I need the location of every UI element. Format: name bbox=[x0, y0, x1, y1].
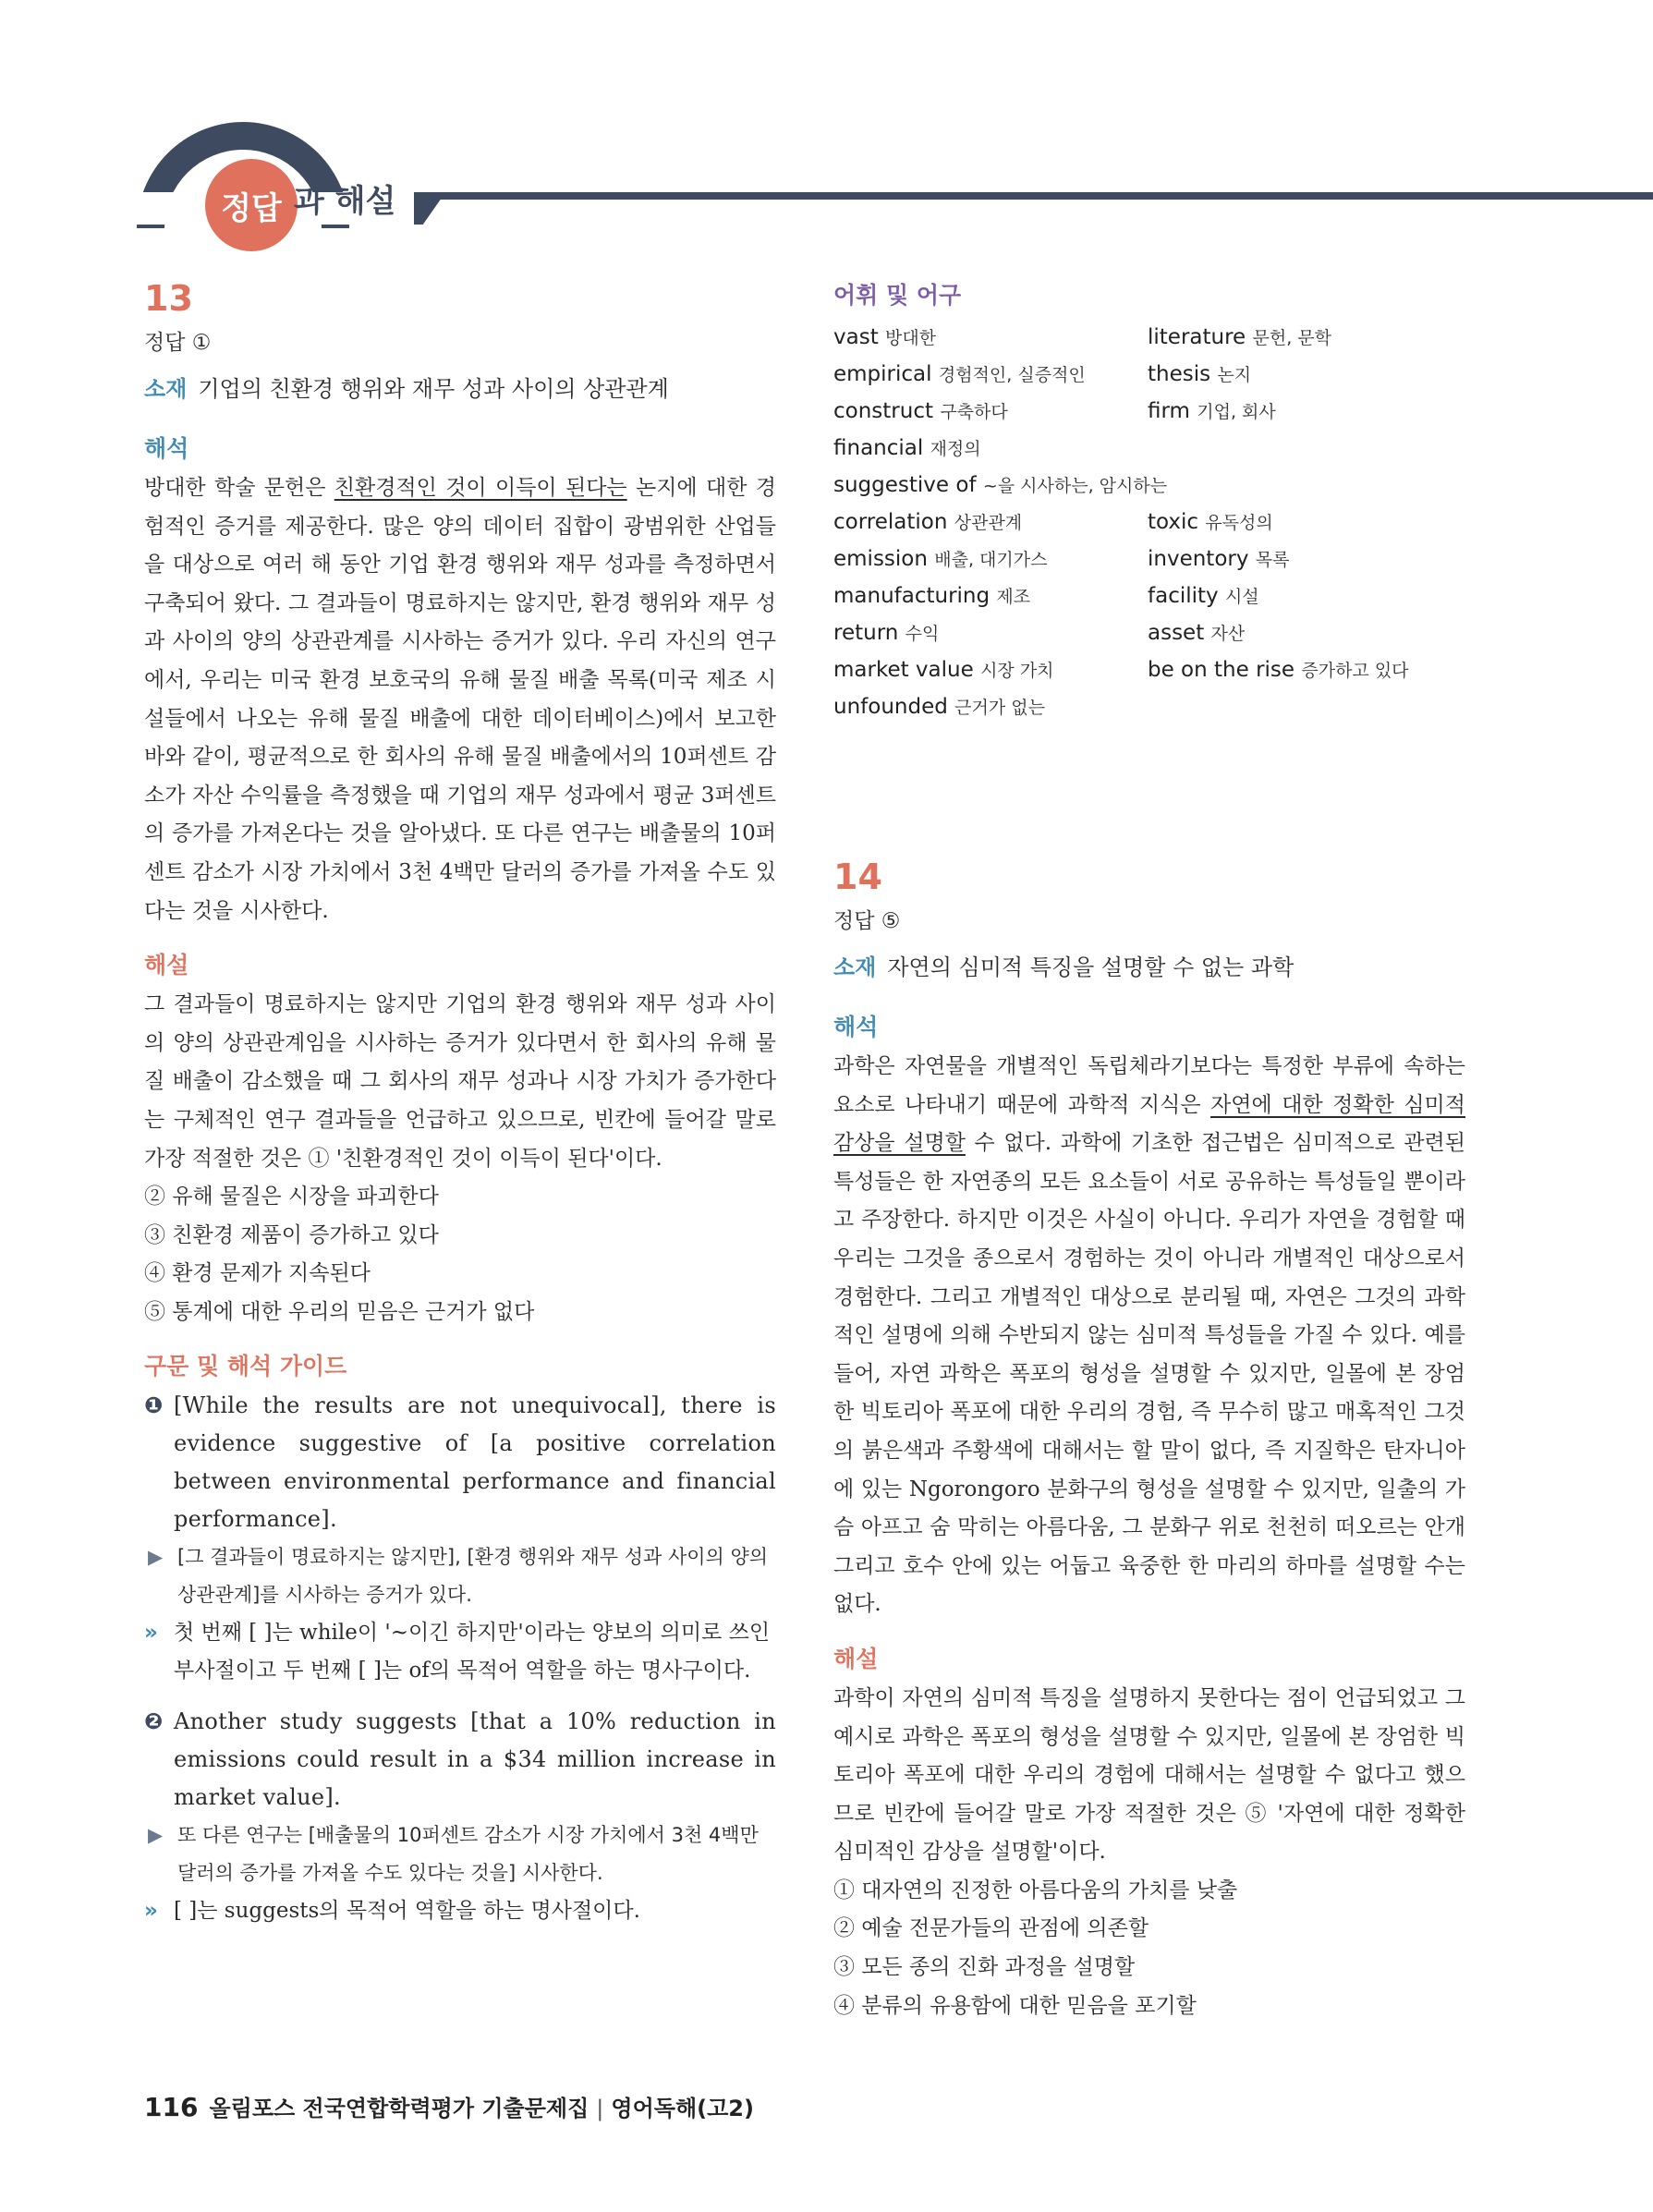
vocab-meaning: 근거가 없는 bbox=[954, 698, 1045, 718]
vocab-heading: 어휘 및 어구 bbox=[833, 282, 962, 309]
vocab-meaning: 증가하고 있다 bbox=[1301, 661, 1409, 681]
vocab-word: thesis bbox=[1148, 362, 1211, 386]
option: ② 예술 전문가들의 관점에 의존할 bbox=[833, 1916, 1149, 1941]
vocab-item bbox=[833, 689, 1462, 726]
translation-heading: 해석 bbox=[833, 1014, 879, 1040]
vocab-item bbox=[833, 357, 1148, 394]
vocab-meaning: 상관관계 bbox=[954, 513, 1023, 533]
vocab-meaning: 목록 bbox=[1255, 550, 1290, 570]
vocab-word: vast bbox=[833, 325, 879, 349]
translation-paragraph bbox=[144, 469, 776, 930]
vocab-item bbox=[833, 394, 1148, 431]
guide-heading: 구문 및 해석 가이드 bbox=[144, 1353, 347, 1380]
vocab-item bbox=[833, 431, 1462, 468]
vocab-item bbox=[833, 578, 1148, 615]
explanation-paragraph: 그 결과들이 명료하지는 않지만 기업의 환경 행위와 재무 성과 사이의 양의 상관관계임을 시사하는 증거가 있다면서 한 회사의 유해 물질 배출이 감소했을 때 그 회사의 재무 성과나 시장 가치가 증가한다는 구체적인 연구 결과들을 언급하고 있으므로, 빈칸에 들어갈 말로 가장 적절한 것은 ① '친환경적인 것이 이득이 된다'이다. bbox=[144, 992, 776, 1171]
vocab-item bbox=[1148, 320, 1462, 357]
header-rule bbox=[414, 192, 1653, 200]
vocab-word: asset bbox=[1148, 621, 1205, 645]
arrow-icon: ▶ bbox=[148, 1824, 164, 1847]
guide-note: 첫 번째 [ ]는 while이 '~이긴 하지만'이라는 양보의 의미로 쓰인 부사절이고 두 번째 [ ]는 of의 목적어 역할을 하는 명사구이다. bbox=[174, 1621, 771, 1683]
option: ③ 친환경 제품이 증가하고 있다 bbox=[144, 1222, 439, 1247]
question-number: 13 bbox=[144, 278, 193, 319]
vocab-meaning: ~을 시사하는, 암시하는 bbox=[982, 476, 1168, 496]
vocab-meaning: 시장 가치 bbox=[980, 661, 1054, 681]
vocab-word: be on the rise bbox=[1148, 658, 1295, 682]
double-arrow-icon: » bbox=[144, 1621, 158, 1646]
vocab-meaning: 경험적인, 실증적인 bbox=[938, 365, 1086, 385]
double-arrow-icon: » bbox=[144, 1899, 158, 1924]
vocab-word: firm bbox=[1148, 399, 1190, 423]
vocab-meaning: 제조 bbox=[996, 587, 1031, 607]
translation-part: 논지에 대한 경험적인 증거를 제공한다. 많은 양의 데이터 집합이 광범위한 산업들을 대상으로 여러 해 동안 기업 환경 행위와 재무 성과를 측정하면서 구축되어 왔다. 그 결과들이 명료하지는 않지만, 환경 행위와 재무 성과 사이의 양의 상관관계를 시사하는 증거가 있다. 우리 자신의 연구에서, 우리는 미국 환경 보호국의 유해 물질 배출 목록(미국 제조 시설들에서 나오는 유해 물질 배출에 대한 데이터베이스)에서 보고한 바와 같이, 평균적으로 한 회사의 유해 물질 배출에서의 10퍼센트 감소가 자산 수익률을 측정했을 때 기업의 재무 성과에서 평균 3퍼센트의 증가를 가져온다는 것을 알아냈다. 또 다른 연구는 배출물의 10퍼센트 감소가 시장 가치에서 3천 4백만 달러의 증가를 가져올 수도 있다는 것을 시사한다. bbox=[144, 476, 776, 923]
vocab-word: empirical bbox=[833, 362, 932, 386]
translation-underlined: 친환경적인 것이 이득이 된다는 bbox=[334, 476, 627, 500]
topic-tag: 소재 bbox=[833, 954, 877, 980]
vocab-meaning: 구축하다 bbox=[940, 402, 1008, 422]
vocab-meaning: 수익 bbox=[905, 624, 940, 644]
vocab-item bbox=[833, 541, 1148, 578]
vocab-item bbox=[1148, 504, 1462, 541]
vocab-item bbox=[1148, 578, 1462, 615]
vocab-word: facility bbox=[1148, 584, 1219, 608]
question-number: 14 bbox=[833, 857, 882, 897]
explanation-heading: 해설 bbox=[833, 1645, 879, 1672]
vocab-word: financial bbox=[833, 436, 924, 460]
guide-sentence: [While the results are not unequivocal], there is evidence suggestive of [a positive correlation between environmental performance and financial performance]. bbox=[174, 1392, 776, 1533]
vocab-item bbox=[833, 615, 1148, 652]
page-number: 116 bbox=[144, 2092, 199, 2122]
option: ⑤ 통계에 대한 우리의 믿음은 근거가 없다 bbox=[144, 1299, 535, 1324]
vocab-item bbox=[1148, 357, 1462, 394]
vocab-word: market value bbox=[833, 658, 974, 682]
topic-tag: 소재 bbox=[144, 376, 188, 402]
vocab-word: unfounded bbox=[833, 695, 948, 719]
arrow-icon: ▶ bbox=[148, 1546, 164, 1569]
guide-number-icon: ❶ bbox=[144, 1392, 164, 1419]
vocab-item bbox=[1148, 615, 1462, 652]
guide-item bbox=[144, 1703, 776, 1930]
vocab-item bbox=[1148, 394, 1462, 431]
vocab-word: manufacturing bbox=[833, 584, 991, 608]
translation-paragraph bbox=[833, 1048, 1465, 1624]
explanation-paragraph: 과학이 자연의 심미적 특징을 설명하지 못한다는 점이 언급되었고 그 예시로 과학은 폭포의 형성을 설명할 수 있지만, 일몰에 본 장엄한 빅토리아 폭포에 대한 우리의 경험에 대해서는 설명할 수 없다고 했으므로 빈칸에 들어갈 말로 가장 적절한 것은 ⑤ '자연에 대한 정확한 심미적인 감상을 설명할'이다. bbox=[833, 1685, 1465, 1865]
guide-sentence: Another study suggests [that a 10% reduction in emissions could result in a $34 million increase in market value]. bbox=[174, 1708, 776, 1811]
option: ④ 환경 문제가 지속된다 bbox=[144, 1261, 371, 1286]
translation-underlined: 자연에 대한 정확한 심미적 감상을 설명할 bbox=[833, 1092, 1465, 1156]
footer-separator: | bbox=[596, 2096, 604, 2121]
answer: 정답 ① bbox=[144, 331, 212, 355]
vocab-meaning: 재정의 bbox=[930, 439, 981, 459]
vocab-meaning: 문헌, 문학 bbox=[1252, 328, 1332, 348]
explanation-heading: 해설 bbox=[144, 952, 189, 979]
vocab-meaning: 기업, 회사 bbox=[1197, 402, 1276, 422]
guide-number-icon: ❷ bbox=[144, 1708, 164, 1735]
translation-heading: 해석 bbox=[144, 435, 189, 462]
translation-part: 수 없다. 과학에 기초한 접근법은 심미적으로 관련된 특성들은 한 자연종의 모든 요소들이 서로 공유하는 특성들일 뿐이라고 주장한다. 하지만 이것은 사실이 아니다. 우리가 자연을 경험할 때 우리는 그것을 종으로서 경험하는 것이 아니라 개별적인 대상으로서 경험한다. 그리고 개별적인 대상으로 분리될 때, 자연은 그것의 과학적인 설명에 의해 수반되지 않는 심미적 특성들을 가질 수 있다. 예를 들어, 자연 과학은 폭포의 형성을 설명할 수 있지만, 일몰에 본 장엄한 빅토리아 폭포에 대한 우리의 경험, 즉 무수히 많고 매혹적인 그것의 붉은색과 주황색에 대해서는 할 말이 없다, 즉 지질학은 탄자니아에 있는 Ngorongoro 분화구의 형성을 설명할 수 있지만, 일출의 가슴 아프고 숨 막히는 아름다움, 그 분화구 위로 천천히 떠오르는 안개 그리고 호수 안에 있는 어둡고 육중한 한 마리의 하마를 설명할 수는 없다. bbox=[833, 1131, 1465, 1617]
vocab-item bbox=[833, 504, 1148, 541]
guide-translation: 또 다른 연구는 [배출물의 10퍼센트 감소가 시장 가치에서 3천 4백만 달러의 증가를 가져올 수도 있다는 것을] 시사한다. bbox=[177, 1824, 759, 1885]
translation-part: 방대한 학술 문헌은 bbox=[144, 476, 334, 500]
right-column bbox=[833, 277, 1465, 2025]
vocab-meaning: 배출, 대기가스 bbox=[934, 550, 1048, 570]
vocab-word: return bbox=[833, 621, 899, 645]
topic bbox=[833, 949, 1465, 981]
vocab-word: inventory bbox=[1148, 547, 1249, 571]
book-subject: 영어독해(고2) bbox=[611, 2096, 754, 2121]
answer: 정답 ⑤ bbox=[833, 909, 901, 933]
header-badge: 정답 bbox=[205, 159, 298, 251]
vocab-item bbox=[833, 652, 1148, 689]
vocab-item bbox=[1148, 541, 1462, 578]
vocab-item bbox=[833, 320, 1148, 357]
guide-item bbox=[144, 1387, 776, 1690]
vocab-list bbox=[833, 320, 1465, 726]
vocab-meaning: 방대한 bbox=[885, 328, 937, 348]
page-footer bbox=[144, 2090, 754, 2122]
option: ② 유해 물질은 시장을 파괴한다 bbox=[144, 1185, 439, 1209]
guide-translation: [그 결과들이 명료하지는 않지만], [환경 행위와 재무 성과 사이의 양의 상관관계]를 시사하는 증거가 있다. bbox=[177, 1546, 769, 1607]
vocab-meaning: 논지 bbox=[1217, 365, 1252, 385]
vocab-word: toxic bbox=[1148, 510, 1199, 534]
vocab-word: construct bbox=[833, 399, 933, 423]
left-column bbox=[144, 277, 776, 1938]
topic-text: 기업의 친환경 행위와 재무 성과 사이의 상관관계 bbox=[198, 376, 669, 402]
vocab-word: emission bbox=[833, 547, 928, 571]
option: ④ 분류의 유용함에 대한 믿음을 포기할 bbox=[833, 1993, 1197, 2018]
vocab-meaning: 시설 bbox=[1224, 587, 1259, 607]
book-title: 올림포스 전국연합학력평가 기출문제집 bbox=[209, 2096, 589, 2121]
topic-text: 자연의 심미적 특징을 설명할 수 없는 과학 bbox=[887, 954, 1294, 980]
vocab-word: literature bbox=[1148, 325, 1246, 349]
topic bbox=[144, 371, 776, 403]
vocab-meaning: 유독성의 bbox=[1205, 513, 1273, 533]
header-title: 과 해설 bbox=[294, 183, 396, 220]
vocab-word: suggestive of bbox=[833, 473, 977, 497]
vocab-word: correlation bbox=[833, 510, 948, 534]
guide-note: [ ]는 suggests의 목적어 역할을 하는 명사절이다. bbox=[174, 1899, 640, 1924]
option: ① 대자연의 진정한 아름다움의 가치를 낮출 bbox=[833, 1878, 1238, 1902]
vocab-item bbox=[833, 468, 1462, 504]
vocab-meaning: 자산 bbox=[1210, 624, 1246, 644]
translation-part: 과학은 자연물을 개별적인 독립체라기보다는 특정한 부류에 속하는 요소로 나타내기 때문에 과학적 지식은 bbox=[833, 1054, 1465, 1117]
vocab-item bbox=[1148, 652, 1462, 689]
option: ③ 모든 종의 진화 과정을 설명할 bbox=[833, 1955, 1136, 1980]
